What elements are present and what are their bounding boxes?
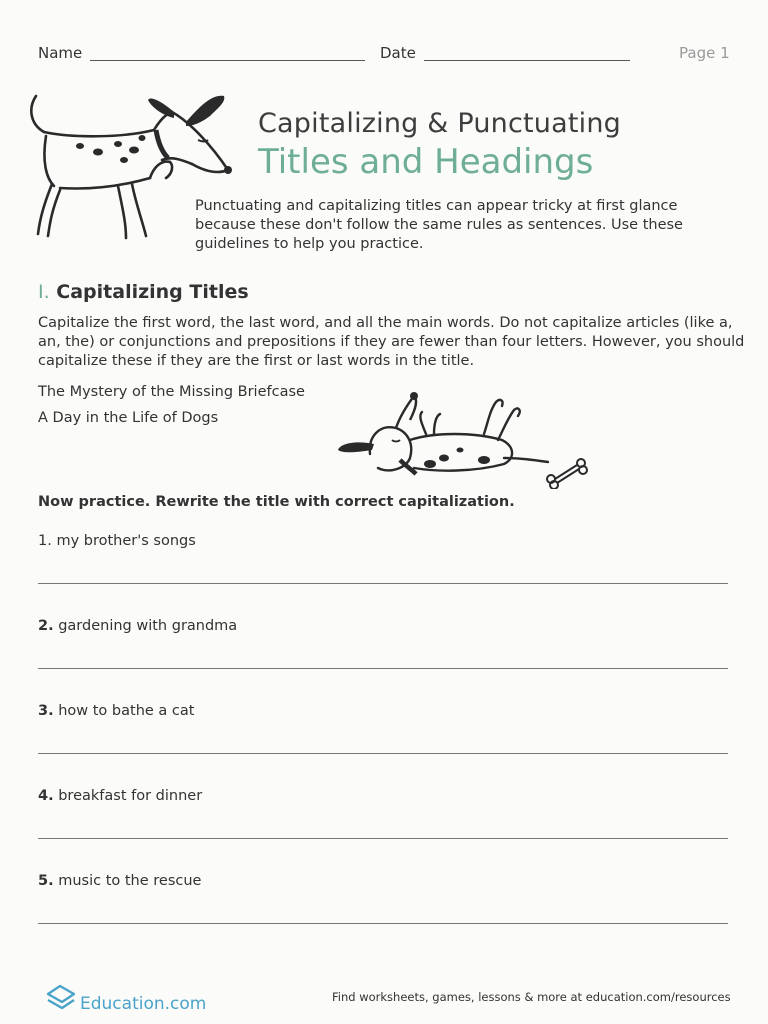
item-number: 2. bbox=[38, 618, 54, 634]
item-number: 4. bbox=[38, 788, 54, 804]
section-number: I. bbox=[38, 281, 50, 303]
name-field[interactable] bbox=[90, 60, 365, 61]
title-line-1: Capitalizing & Punctuating bbox=[258, 108, 621, 139]
item-text: breakfast for dinner bbox=[58, 788, 203, 804]
date-field[interactable] bbox=[424, 60, 630, 61]
example-title-2: A Day in the Life of Dogs bbox=[38, 410, 219, 426]
section-body: Capitalize the first word, the last word, and all the main words. Do not capitalize articles (like a, an, the) or conjunctions and prepositions if they are fewer than four letters. However, you should capitalize these if they are the first or last words in the title. bbox=[38, 315, 745, 369]
answer-line-5[interactable] bbox=[38, 923, 728, 924]
answer-line-3[interactable] bbox=[38, 753, 728, 754]
item-number: 3. bbox=[38, 703, 54, 719]
item-number: 1. bbox=[38, 533, 52, 549]
section-heading bbox=[38, 281, 249, 303]
answer-line-2[interactable] bbox=[38, 668, 728, 669]
list-item bbox=[38, 873, 201, 889]
item-number: 5. bbox=[38, 873, 54, 889]
answer-line-4[interactable] bbox=[38, 838, 728, 839]
intro-paragraph: Punctuating and capitalizing titles can appear tricky at first glance because these don't follow the same rules as sentences. Use these guidelines to help you practice. bbox=[195, 198, 683, 252]
logo-text: Education.com bbox=[80, 994, 207, 1014]
item-text: gardening with grandma bbox=[58, 618, 238, 634]
list-item bbox=[38, 788, 202, 804]
answer-line-1[interactable] bbox=[38, 583, 728, 584]
lying-dog-illustration bbox=[334, 388, 554, 484]
education-logo-icon bbox=[44, 982, 78, 1012]
practice-instruction: Now practice. Rewrite the title with correct capitalization. bbox=[38, 494, 515, 510]
footer-tagline: Find worksheets, games, lessons & more at education.com/resources bbox=[332, 990, 731, 1004]
date-label: Date bbox=[380, 44, 416, 62]
item-text: music to the rescue bbox=[58, 873, 202, 889]
bone-icon bbox=[543, 455, 589, 489]
item-text: my brother's songs bbox=[56, 533, 196, 549]
logo-text-clip bbox=[80, 994, 206, 1018]
section-title: Capitalizing Titles bbox=[56, 281, 249, 303]
list-item bbox=[38, 703, 194, 719]
name-label: Name bbox=[38, 44, 83, 62]
title-line-2: Titles and Headings bbox=[258, 142, 594, 182]
item-text: how to bathe a cat bbox=[58, 703, 195, 719]
list-item bbox=[38, 533, 196, 549]
list-item bbox=[38, 618, 237, 634]
example-title-1: The Mystery of the Missing Briefcase bbox=[38, 384, 305, 400]
page-number: Page 1 bbox=[679, 44, 730, 62]
